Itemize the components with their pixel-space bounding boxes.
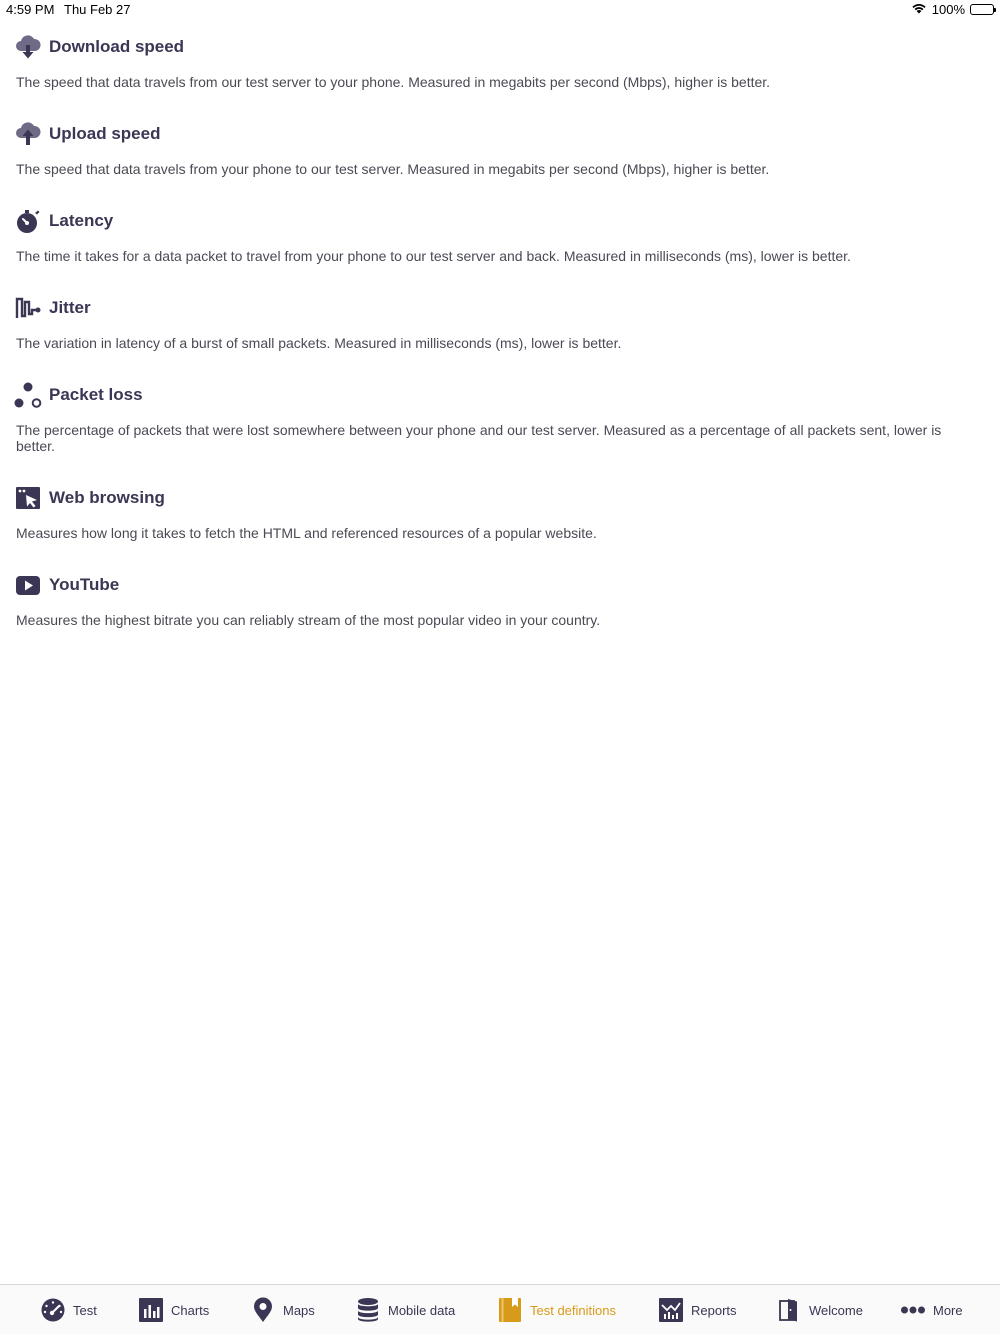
definition-header — [14, 568, 119, 602]
tab-bar — [0, 1284, 1000, 1334]
status-time: 4:59 PM — [6, 2, 55, 17]
tab-label: Test definitions — [530, 1302, 616, 1318]
tab-reports[interactable] — [658, 1285, 737, 1335]
definition-description: Measures how long it takes to fetch the HTML and referenced resources of a popular website. — [16, 525, 597, 541]
tab-label: Mobile data — [388, 1302, 456, 1318]
browser-cursor-icon — [14, 484, 42, 512]
wifi-icon — [911, 2, 927, 17]
tab-label: Charts — [171, 1302, 210, 1318]
report-chart-icon — [658, 1297, 684, 1323]
tab-more[interactable] — [900, 1285, 963, 1335]
definition-description: The variation in latency of a burst of small packets. Measured in milliseconds (ms), lower is better. — [16, 335, 622, 351]
status-date: Thu Feb 27 — [64, 2, 131, 17]
definition-header — [14, 117, 160, 151]
tab-mobile-data[interactable] — [355, 1285, 455, 1335]
tab-welcome[interactable] — [776, 1285, 863, 1335]
tab-maps[interactable] — [250, 1285, 315, 1335]
tab-test[interactable] — [40, 1285, 97, 1335]
definition-description: The time it takes for a data packet to travel from your phone to our test server and back. Measured in milliseconds (ms), lower is better. — [16, 248, 851, 264]
definition-title: Latency — [49, 211, 114, 230]
stopwatch-icon — [14, 207, 42, 235]
book-icon — [497, 1297, 523, 1323]
tab-label: Test — [73, 1302, 97, 1318]
tab-label: Welcome — [809, 1302, 863, 1318]
definition-header — [14, 204, 113, 238]
definition-description: The speed that data travels from our test server to your phone. Measured in megabits per second (Mbps), higher is better. — [16, 74, 771, 90]
tab-label: Maps — [283, 1302, 315, 1318]
cloud-download-icon — [14, 33, 42, 61]
jitter-wave-icon — [14, 294, 42, 322]
database-icon — [355, 1297, 381, 1323]
more-dots-icon — [900, 1297, 926, 1323]
status-right — [911, 2, 994, 17]
definition-title: Web browsing — [49, 488, 165, 507]
definition-title: Download speed — [49, 37, 185, 56]
definition-title: YouTube — [49, 575, 120, 594]
definition-header — [14, 481, 165, 515]
definition-header — [14, 378, 143, 412]
battery-percent: 100% — [931, 2, 965, 17]
status-bar — [0, 0, 1000, 22]
definition-description: The percentage of packets that were lost somewhere between your phone and our test server. Measured as a percentage of all packets sent, lower is better. — [16, 422, 942, 454]
play-button-icon — [14, 571, 42, 599]
definition-header — [14, 291, 91, 325]
definition-header — [14, 30, 184, 64]
definition-title: Upload speed — [49, 124, 161, 143]
definition-description: The speed that data travels from your phone to our test server. Measured in megabits per second (Mbps), higher is better. — [16, 161, 770, 177]
speedometer-icon — [40, 1297, 66, 1323]
tab-label: More — [933, 1302, 963, 1318]
bar-chart-icon — [138, 1297, 164, 1323]
packet-loss-icon — [14, 381, 42, 409]
tab-label: Reports — [691, 1302, 737, 1318]
door-icon — [776, 1297, 802, 1323]
definition-description: Measures the highest bitrate you can reliably stream of the most popular video in your country. — [16, 612, 601, 628]
definition-title: Jitter — [49, 298, 91, 317]
cloud-upload-icon — [14, 120, 42, 148]
battery-icon — [970, 4, 994, 15]
tab-charts[interactable] — [138, 1285, 209, 1335]
tab-test-definitions[interactable] — [497, 1285, 616, 1335]
definition-title: Packet loss — [49, 385, 143, 404]
map-pin-icon — [250, 1297, 276, 1323]
